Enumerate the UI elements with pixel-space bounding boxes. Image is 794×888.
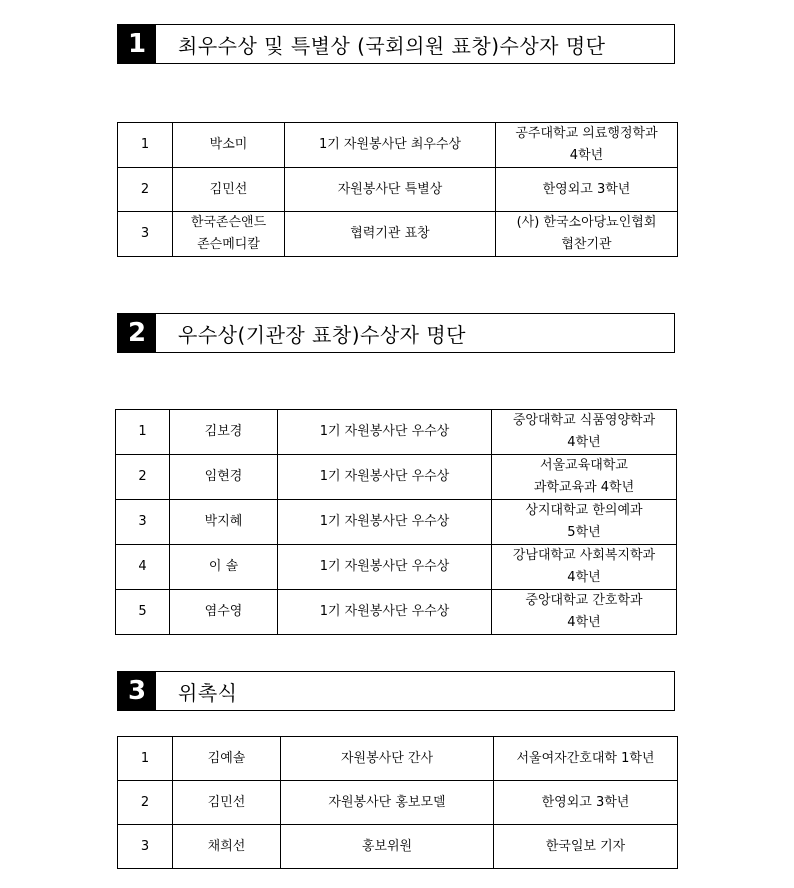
table-row <box>116 410 677 455</box>
affiliation <box>492 410 677 455</box>
award-name: 1기 자원봉사단 우수상 <box>278 410 492 455</box>
affiliation: 한국일보 기자 <box>494 825 678 869</box>
affiliation-line-1: (사) 한국소아당뇨인협회 <box>516 215 657 230</box>
recipient-name <box>173 212 285 257</box>
award-name: 자원봉사단 특별상 <box>285 168 496 212</box>
affiliation <box>492 455 677 500</box>
affiliation-line-1: 상지대학교 한의예과 <box>525 503 643 518</box>
row-number: 1 <box>118 737 173 781</box>
award-name: 협력기관 표창 <box>285 212 496 257</box>
affiliation-line-2: 5학년 <box>567 525 601 540</box>
row-number: 2 <box>118 781 173 825</box>
affiliation: 한영외고 3학년 <box>494 781 678 825</box>
table-row <box>116 455 677 500</box>
affiliation: 한영외고 3학년 <box>496 168 678 212</box>
name-line-2: 존슨메디칼 <box>197 237 260 252</box>
section-1-number: 1 <box>118 25 156 63</box>
name-line-1: 한국존슨앤드 <box>190 215 267 230</box>
affiliation <box>496 212 678 257</box>
award-name: 자원봉사단 홍보모델 <box>281 781 494 825</box>
recipient-name: 김민선 <box>173 168 285 212</box>
award-name: 1기 자원봉사단 우수상 <box>278 500 492 545</box>
row-number: 4 <box>116 545 170 590</box>
award-name: 자원봉사단 간사 <box>281 737 494 781</box>
table-row <box>118 825 678 869</box>
section-2-header <box>117 313 675 353</box>
recipient-name: 김보경 <box>170 410 278 455</box>
table-row <box>118 168 678 212</box>
affiliation-line-2: 협찬기관 <box>561 237 612 252</box>
affiliation <box>492 500 677 545</box>
affiliation-line-1: 공주대학교 의료행정학과 <box>515 126 658 141</box>
affiliation: 서울여자간호대학 1학년 <box>494 737 678 781</box>
award-name: 1기 자원봉사단 우수상 <box>278 545 492 590</box>
section-1-title: 최우수상 및 특별상 (국회의원 표창)수상자 명단 <box>178 33 606 58</box>
recipient-name: 임현경 <box>170 455 278 500</box>
row-number: 2 <box>116 455 170 500</box>
recipient-name: 김민선 <box>173 781 281 825</box>
row-number: 3 <box>118 212 173 257</box>
section-3-number: 3 <box>118 672 156 710</box>
row-number: 3 <box>116 500 170 545</box>
row-number: 1 <box>116 410 170 455</box>
section-1-header <box>117 24 675 64</box>
row-number: 2 <box>118 168 173 212</box>
section-1-table <box>117 122 678 257</box>
affiliation-line-1: 중앙대학교 간호학과 <box>525 593 643 608</box>
affiliation <box>496 123 678 168</box>
table-row <box>118 737 678 781</box>
award-name: 1기 자원봉사단 우수상 <box>278 590 492 635</box>
recipient-name: 염수영 <box>170 590 278 635</box>
recipient-name: 김예솔 <box>173 737 281 781</box>
section-2-title: 우수상(기관장 표창)수상자 명단 <box>178 322 466 347</box>
section-3-header <box>117 671 675 711</box>
table-row <box>116 590 677 635</box>
affiliation-line-2: 4학년 <box>569 148 604 163</box>
table-row <box>116 545 677 590</box>
recipient-name: 박지혜 <box>170 500 278 545</box>
row-number: 5 <box>116 590 170 635</box>
recipient-name: 채희선 <box>173 825 281 869</box>
affiliation-line-1: 서울교육대학교 <box>540 458 628 473</box>
section-2-table <box>115 409 677 635</box>
affiliation <box>492 545 677 590</box>
section-2-number: 2 <box>118 314 156 352</box>
recipient-name: 박소미 <box>173 123 285 168</box>
affiliation-line-2: 4학년 <box>567 615 601 630</box>
row-number: 1 <box>118 123 173 168</box>
table-row <box>118 212 678 257</box>
table-row <box>116 500 677 545</box>
award-name: 홍보위원 <box>281 825 494 869</box>
section-3-title: 위촉식 <box>178 680 238 705</box>
award-name: 1기 자원봉사단 우수상 <box>278 455 492 500</box>
table-row <box>118 123 678 168</box>
table-row <box>118 781 678 825</box>
affiliation-line-2: 과학교육과 4학년 <box>533 480 635 495</box>
affiliation-line-2: 4학년 <box>567 435 601 450</box>
section-3-table <box>117 736 678 869</box>
affiliation-line-2: 4학년 <box>567 570 601 585</box>
award-name: 1기 자원봉사단 최우수상 <box>285 123 496 168</box>
recipient-name: 이 솔 <box>170 545 278 590</box>
affiliation-line-1: 강남대학교 사회복지학과 <box>512 548 656 563</box>
affiliation <box>492 590 677 635</box>
affiliation-line-1: 중앙대학교 식품영양학과 <box>512 413 656 428</box>
row-number: 3 <box>118 825 173 869</box>
